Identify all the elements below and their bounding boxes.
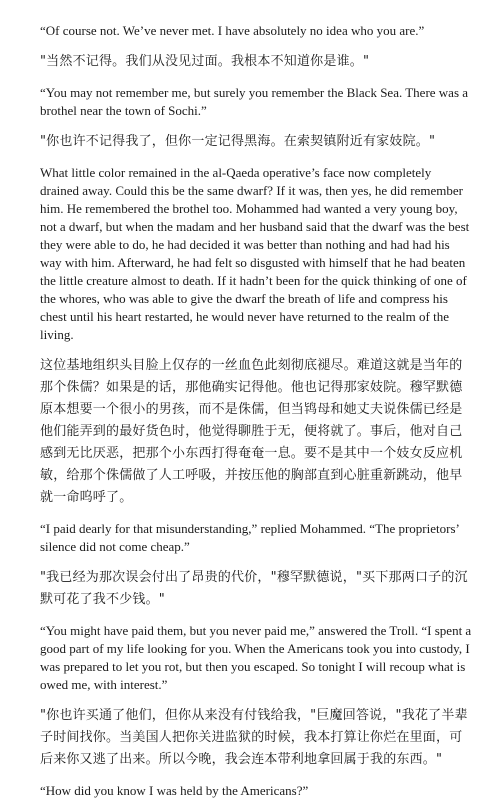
english-paragraph-6: “How did you know I was held by the Americans?”	[40, 783, 309, 798]
chinese-paragraph-4: "我已经为那次误会付出了昂贵的代价，"穆罕默德说，"买下那两口子的沉默可花了我不少钱。"	[40, 570, 468, 607]
english-paragraph-2: “You may not remember me, but surely you remember the Black Sea. There was a brothel near the town of Sochi.”	[40, 85, 469, 118]
english-paragraph-1: “Of course not. We’ve never met. I have absolutely no idea who you are.”	[40, 23, 425, 38]
english-paragraph-5: “You might have paid them, but you never paid me,” answered the Troll. “I spent a good part of my life looking for you. When the Americans took you into custody, I was prepared to let you rot, but then you escaped. So tonight I will recoup what is owed me, with interest.”	[40, 623, 472, 692]
english-paragraph-4: “I paid dearly for that misunderstanding,” replied Mohammed. “The proprietors’ silence did not come cheap.”	[40, 521, 459, 554]
chinese-paragraph-3: 这位基地组织头目脸上仅存的一丝血色此刻彻底褪尽。难道这就是当年的那个侏儒？如果是的话，那他确实记得他。他也记得那家妓院。穆罕默德原本想要一个很小的男孩，而不是侏儒，但当鸨母和她丈夫说侏儒已经是他们能弄到的最好货色时，他觉得聊胜于无，便将就了。事后，他对自己感到无比厌恶，把那个小东西打得奄奄一息。要不是其中一个妓女反应机敏，给那个侏儒做了人工呼吸，并按压他的胸部直到心脏重新跳动，他早就一命呜呼了。	[40, 358, 463, 505]
english-paragraph-3: What little color remained in the al-Qaeda operative’s face now completely drained away. Could this be the same dwarf? If it was, then yes, he did remember him. He remembered the brothel too. Mohammed had wanted a very young boy, not a dwarf, but when the madam and her husband said that the dwarf was the best they were able to do, he had decided it was better than nothing and had had his way with him. Afterward, he had felt so disgusted with himself that he had beaten the little creature almost to death. If it hadn’t been for the quick thinking of one of the whores, who was able to give the dwarf the breath of life and compress his chest until his heart restarted, he would never have returned to the realm of the living.	[40, 165, 470, 342]
chinese-paragraph-1: "当然不记得。我们从没见过面。我根本不知道你是谁。"	[40, 54, 370, 69]
chinese-paragraph-5: "你也许买通了他们，但你从来没有付钱给我，"巨魔回答说，"我花了半辈子时间找你。当美国人把你关进监狱的时候，我本打算让你烂在里面，可后来你又逃了出来。所以今晚，我会连本带利地拿回属于我的东西。"	[40, 708, 468, 767]
chinese-paragraph-2: "你也许不记得我了，但你一定记得黑海。在索契镇附近有家妓院。"	[40, 134, 436, 149]
